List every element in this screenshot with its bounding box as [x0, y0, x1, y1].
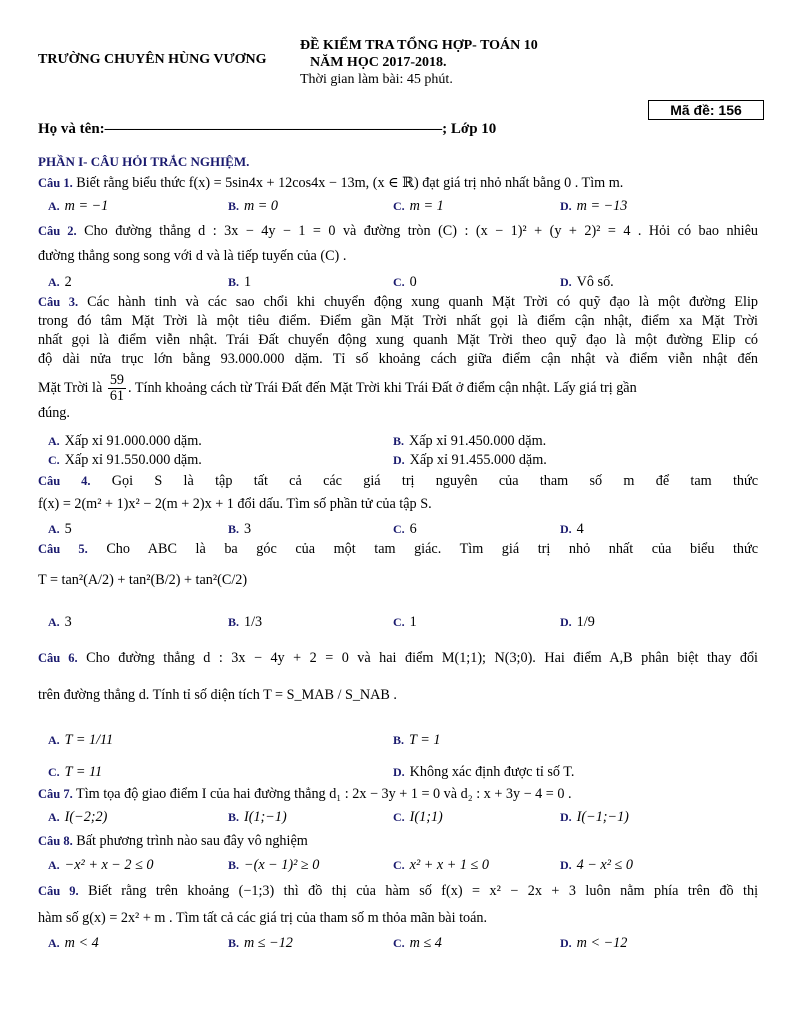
question-text-line: đúng. — [38, 405, 70, 421]
question-7 — [38, 785, 758, 804]
option-label: B. — [228, 615, 240, 629]
option-label: B. — [228, 858, 240, 872]
section-heading: PHẦN I- CÂU HỎI TRẮC NGHIỆM. — [38, 154, 250, 169]
option-c[interactable] — [393, 857, 489, 874]
question-4-options — [38, 521, 758, 541]
option-text: m < 4 — [64, 935, 99, 951]
option-d[interactable] — [560, 198, 627, 215]
option-text: 1/9 — [576, 614, 595, 630]
option-b[interactable] — [228, 274, 251, 291]
option-b[interactable] — [393, 732, 440, 749]
option-label: C. — [393, 615, 405, 629]
option-label: B. — [393, 434, 405, 448]
question-text: Bất phương trình nào sau đây vô nghiệm — [76, 833, 308, 849]
option-label: A. — [48, 434, 60, 448]
option-c[interactable] — [393, 614, 417, 631]
option-label: D. — [560, 936, 572, 950]
school-name: TRƯỜNG CHUYÊN HÙNG VƯƠNG — [38, 52, 267, 67]
option-text: I(−1;−1) — [576, 809, 629, 825]
option-label: C. — [393, 522, 405, 536]
question-text-line — [38, 882, 758, 901]
option-label: B. — [228, 275, 240, 289]
option-a[interactable] — [48, 521, 72, 538]
question-text-line: nhất gọi là điểm viễn nhật. Trái Đất chuyển động xung quanh Mặt Trời theo quỹ đạo là một đường Elip có — [38, 332, 758, 348]
option-label: A. — [48, 858, 60, 872]
question-label: Câu 9. — [38, 884, 79, 898]
question-label: Câu 2. — [38, 224, 77, 238]
question-text: Biết rằng biểu thức f(x) = 5sin4x + 12cos4x − 13m, (x ∈ ℝ) đạt giá trị nhỏ nhất bằng 0 . Tìm m. — [76, 175, 624, 191]
option-text: m = 1 — [409, 198, 444, 214]
option-label: D. — [560, 522, 572, 536]
exam-title-block — [300, 37, 560, 88]
option-d[interactable] — [560, 857, 633, 874]
question-text: Tìm tọa độ giao điểm I của hai đường thẳng d₁ : 2x − 3y + 1 = 0 và d₂ : x + 3y − 4 = 0 . — [76, 786, 572, 802]
question-8 — [38, 832, 758, 851]
option-text: x² + x + 1 ≤ 0 — [409, 857, 489, 873]
student-info-line: Họ và tên:–––––––––––––––––––––––––––––––––––––––––––––; Lớp 10 — [38, 121, 497, 137]
question-7-options — [38, 809, 758, 829]
option-text: Vô số. — [576, 274, 614, 290]
option-d[interactable] — [393, 452, 547, 469]
question-text-line — [38, 293, 758, 312]
question-label: Câu 1. — [38, 176, 73, 190]
question-text: Cho ABC là ba góc của một tam giác. Tìm giá trị nhỏ nhất của biểu thức — [106, 541, 759, 557]
option-text: 4 — [576, 521, 584, 537]
question-6-options-row2 — [38, 764, 758, 784]
question-text: . Tính khoảng cách từ Trái Đất đến Mặt Trời khi Trái Đất ở điểm cận nhật. Lấy giá trị gần — [128, 379, 637, 396]
question-9-options — [38, 935, 758, 955]
option-text: Không xác định được tỉ số T. — [409, 764, 575, 780]
option-label: C. — [393, 199, 405, 213]
option-label: D. — [560, 858, 572, 872]
option-text: T = 11 — [64, 764, 103, 780]
option-c[interactable] — [48, 764, 102, 781]
question-text: Cho đường thẳng d : 3x − 4y + 2 = 0 và hai điểm M(1;1); N(3;0). Hai điểm A,B phân biệt thay đổi — [86, 650, 759, 666]
option-text: 0 — [409, 274, 417, 290]
option-label: A. — [48, 810, 60, 824]
question-text-line — [38, 649, 758, 668]
option-label: C. — [393, 858, 405, 872]
option-d[interactable] — [560, 809, 629, 826]
option-text: Xấp xỉ 91.550.000 dặm. — [64, 452, 202, 468]
option-text: 1/3 — [244, 614, 263, 630]
option-text: 2 — [64, 274, 72, 290]
option-label: B. — [228, 936, 240, 950]
option-b[interactable] — [393, 433, 546, 450]
option-text: m = 0 — [244, 198, 279, 214]
question-2 — [38, 222, 758, 266]
question-label: Câu 3. — [38, 295, 79, 309]
option-text: −x² + x − 2 ≤ 0 — [64, 857, 154, 873]
question-text: Gọi S là tập tất cả các giá trị nguyên của tham số m để tam thức — [111, 473, 758, 489]
option-text: Xấp xỉ 91.000.000 dặm. — [64, 433, 202, 449]
question-label: Câu 6. — [38, 651, 78, 665]
option-c[interactable] — [393, 935, 442, 952]
option-label: A. — [48, 733, 60, 747]
fraction-denominator: 61 — [109, 388, 125, 404]
option-text: −(x − 1)² ≥ 0 — [244, 857, 320, 873]
option-label: A. — [48, 615, 60, 629]
question-text: Cho đường thẳng d : 3x − 4y − 1 = 0 và đường tròn (C) : (x − 1)² + (y + 2)² = 4 . Hỏi có bao nhiêu — [84, 223, 759, 239]
option-a[interactable] — [48, 433, 202, 450]
option-d[interactable] — [560, 614, 595, 631]
exam-duration: Thời gian làm bài: 45 phút. — [300, 72, 453, 87]
option-label: A. — [48, 522, 60, 536]
question-text: Biết rằng trên khoảng (−1;3) thì đồ thị của hàm số f(x) = x² − 2x + 3 luôn nằm phía trên đồ thị — [88, 883, 759, 899]
option-text: m ≤ 4 — [409, 935, 442, 951]
question-text-line — [38, 373, 758, 404]
option-b[interactable] — [228, 809, 287, 826]
question-5 — [38, 540, 758, 590]
option-text: 3 — [244, 521, 252, 537]
exam-code-box: Mã đề: 156 — [648, 100, 764, 120]
question-text-line: đường thẳng song song với d và là tiếp tuyến của (C) . — [38, 248, 347, 264]
question-text-line: trong đó tâm Mặt Trời là một tiêu điểm. Điểm gần Mặt Trời nhất gọi là điểm cận nhật, điểm xa Mặt Trời — [38, 313, 758, 329]
option-label: B. — [393, 733, 405, 747]
question-6 — [38, 649, 758, 705]
option-label: C. — [393, 810, 405, 824]
option-label: B. — [228, 522, 240, 536]
question-2-options — [38, 274, 758, 294]
option-a[interactable] — [48, 614, 72, 631]
option-label: A. — [48, 275, 60, 289]
option-b[interactable] — [228, 198, 278, 215]
option-label: D. — [560, 615, 572, 629]
option-c[interactable] — [393, 274, 417, 291]
option-label: D. — [560, 275, 572, 289]
question-text-line — [38, 472, 758, 491]
option-text: Xấp xỉ 91.455.000 dặm. — [409, 452, 547, 468]
fraction-numerator: 59 — [109, 372, 125, 388]
option-label: B. — [228, 199, 240, 213]
question-1 — [38, 174, 758, 193]
question-label: Câu 8. — [38, 834, 73, 848]
option-d[interactable] — [560, 935, 627, 952]
option-text: I(−2;2) — [64, 809, 108, 825]
question-text-line: f(x) = 2(m² + 1)x² − 2(m + 2)x + 1 đổi dấu. Tìm số phần tử của tập S. — [38, 496, 432, 512]
option-b[interactable] — [228, 935, 293, 952]
option-label: C. — [48, 453, 60, 467]
option-b[interactable] — [228, 857, 319, 874]
option-a[interactable] — [48, 857, 154, 874]
option-text: 4 − x² ≤ 0 — [576, 857, 633, 873]
option-text: 5 — [64, 521, 72, 537]
question-1-options — [38, 198, 758, 218]
option-d[interactable] — [393, 764, 574, 781]
option-c[interactable] — [393, 521, 417, 538]
question-text-line: trên đường thẳng d. Tính tỉ số diện tích T = S_MAB / S_NAB . — [38, 687, 397, 703]
option-text: Xấp xỉ 91.450.000 dặm. — [409, 433, 547, 449]
question-3-options-row2 — [38, 452, 758, 472]
option-label: C. — [48, 765, 60, 779]
option-c[interactable] — [393, 809, 443, 826]
option-text: 6 — [409, 521, 417, 537]
option-b[interactable] — [228, 521, 251, 538]
option-text: T = 1/11 — [64, 732, 114, 748]
question-text: Các hành tinh và các sao chổi khi chuyển động xung quanh Mặt Trời có quỹ đạo là một đường Elip — [87, 294, 759, 310]
question-text-line: độ dài nửa trục lớn bằng 93.000.000 dặm. Tỉ số khoảng cách giữa điểm cận nhật và điểm viễn nhật đến — [38, 351, 758, 367]
option-label: D. — [560, 810, 572, 824]
option-text: m = −1 — [64, 198, 109, 214]
question-3-options-row1 — [38, 433, 758, 453]
option-a[interactable] — [48, 732, 113, 749]
option-label: A. — [48, 936, 60, 950]
option-label: D. — [560, 199, 572, 213]
question-9 — [38, 882, 758, 928]
option-text: I(1;−1) — [244, 809, 287, 825]
question-3 — [38, 293, 758, 423]
option-text: 3 — [64, 614, 72, 630]
option-label: A. — [48, 199, 60, 213]
option-text: m < −12 — [576, 935, 628, 951]
question-8-options — [38, 857, 758, 877]
option-label: D. — [393, 453, 405, 467]
question-5-options — [38, 614, 758, 634]
option-text: m = −13 — [576, 198, 628, 214]
option-d[interactable] — [560, 274, 614, 291]
question-text-line — [38, 222, 758, 241]
question-text-line: T = tan²(A/2) + tan²(B/2) + tan²(C/2) — [38, 572, 248, 588]
option-c[interactable] — [393, 198, 444, 215]
question-6-options-row1 — [38, 732, 758, 752]
option-a[interactable] — [48, 198, 108, 215]
option-label: C. — [393, 936, 405, 950]
option-text: m ≤ −12 — [244, 935, 293, 951]
exam-title: ĐỀ KIỂM TRA TỔNG HỢP- TOÁN 10 — [300, 38, 538, 53]
option-c[interactable] — [48, 452, 202, 469]
question-text-line: hàm số g(x) = 2x² + m . Tìm tất cả các giá trị của tham số m thỏa mãn bài toán. — [38, 910, 488, 926]
question-4 — [38, 472, 758, 514]
option-label: C. — [393, 275, 405, 289]
option-text: I(1;1) — [409, 809, 443, 825]
option-a[interactable] — [48, 809, 107, 826]
question-text: Mặt Trời là — [38, 379, 103, 396]
fraction — [108, 373, 126, 404]
option-a[interactable] — [48, 935, 99, 952]
option-text: 1 — [409, 614, 417, 630]
option-d[interactable] — [560, 521, 584, 538]
option-text: T = 1 — [409, 732, 441, 748]
option-a[interactable] — [48, 274, 72, 291]
option-label: D. — [393, 765, 405, 779]
option-text: 1 — [244, 274, 252, 290]
question-text-line — [38, 540, 758, 559]
question-label: Câu 4. — [38, 474, 91, 488]
question-label: Câu 5. — [38, 542, 88, 556]
option-label: B. — [228, 810, 240, 824]
question-label: Câu 7. — [38, 787, 73, 801]
option-b[interactable] — [228, 614, 262, 631]
school-year: NĂM HỌC 2017-2018. — [310, 55, 447, 70]
